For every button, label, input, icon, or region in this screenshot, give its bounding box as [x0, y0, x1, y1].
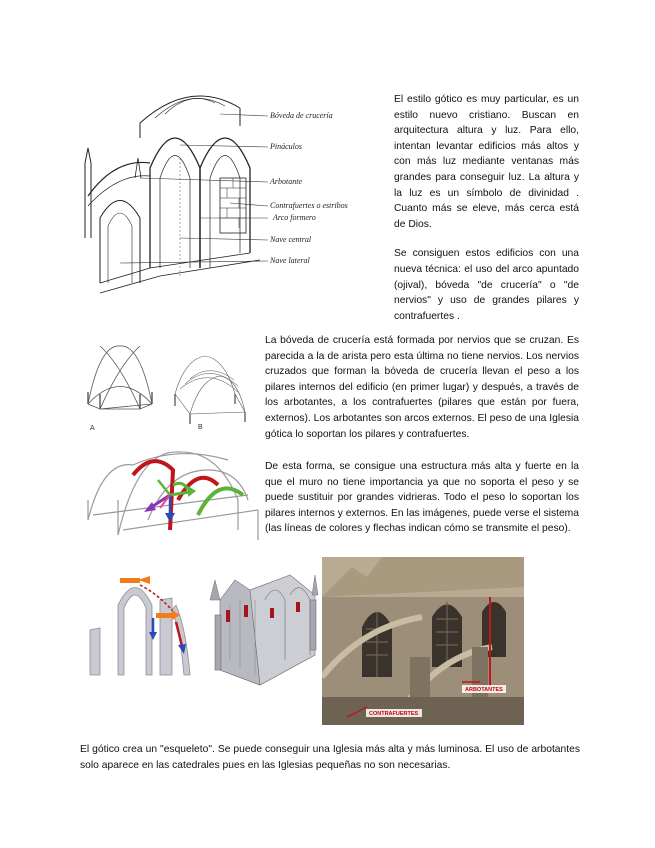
footer-paragraph: El gótico crea un "esqueleto". Se puede conseguir una Iglesia más alta y más luminosa. El uso de arbotantes solo aparece en las catedrales pues en las Iglesias pequeñas no son necesarias. — [80, 744, 580, 771]
esqueleto-text-block — [265, 459, 579, 537]
rib-vault-weight-figure — [78, 440, 263, 544]
cathedral-photo — [322, 557, 524, 725]
boveda-paragraph: La bóveda de crucería está formada por nervios que se cruzan. Es parecida a la de arista pero esta última no tiene nervios. Los nervios cruzados que forman la bóveda de crucería llevan el peso a los pilares internos del edificio (en primer lugar) y después, a través de los arbotantes, a los contrafuertes (pilares que están por fuera, externos). Los arbotantes son arcos externos. El peso de una Iglesia gótica lo soportan los pilares y contrafuertes. — [265, 335, 579, 440]
label-pinaculos: Pináculos — [270, 142, 302, 151]
intro-text-block — [394, 92, 579, 324]
intro-paragraph-2: Se consiguen estos edificios con una nueva técnica: el uso del arco apuntado (ojival), bóveda "de crucería" o "de nervios" y uso de grandes pilares y contrafuertes . — [394, 248, 579, 322]
buttress-force-drawing — [80, 560, 200, 680]
label-b: B — [198, 424, 203, 431]
label-arbotante: Arbotante — [270, 177, 302, 186]
label-nave-lateral: Nave lateral — [270, 256, 310, 265]
cathedral-3d-drawing — [200, 560, 320, 690]
label-arco-formero: Arco formero — [273, 213, 316, 222]
esqueleto-paragraph: De esta forma, se consigue una estructura más alta y fuerte en la que el muro no tiene importancia ya que no soporta el peso y se puede sustituir por grandes vidrieras. Todo el peso lo soportan los pilares internos y externos. En las imágenes, puede verse el sistema (las líneas de colores y flechas indican cómo se transmite el peso). — [265, 461, 579, 535]
vault-sketches-drawing — [80, 334, 252, 434]
cathedral-3d-figure — [200, 560, 320, 690]
cathedral-section-figure — [80, 78, 390, 318]
photo-tag-arbotantes: ARBOTANTES — [465, 687, 503, 693]
intro-paragraph-1: El estilo gótico es muy particular, es un estilo nuevo cristiano. Buscan en arquitectura altura y luz. Para ello, intentan levantar edificios más altos y con más luz mediante ventanas más grandes para conseguir luz. La altura y la luz es un símbolo de divinidad . Cuanto más se eleve, más cerca está de Dios. — [394, 94, 579, 230]
photo-tag-contrafuertes: CONTRAFUERTES — [369, 711, 419, 717]
cathedral-section-drawing — [80, 78, 270, 318]
label-a: A — [90, 425, 95, 432]
label-nave-central: Nave central — [270, 235, 312, 244]
footer-text-block — [80, 742, 580, 773]
cathedral-photo-drawing — [322, 557, 524, 725]
vault-sketches-figure — [80, 334, 252, 434]
rib-vault-weight-drawing — [78, 440, 263, 544]
label-contrafuertes: Contrafuertes o estribos — [270, 201, 348, 210]
buttress-force-figure — [80, 560, 200, 680]
boveda-text-block — [265, 333, 579, 442]
label-boveda-cruceria: Bóveda de crucería — [270, 111, 333, 120]
